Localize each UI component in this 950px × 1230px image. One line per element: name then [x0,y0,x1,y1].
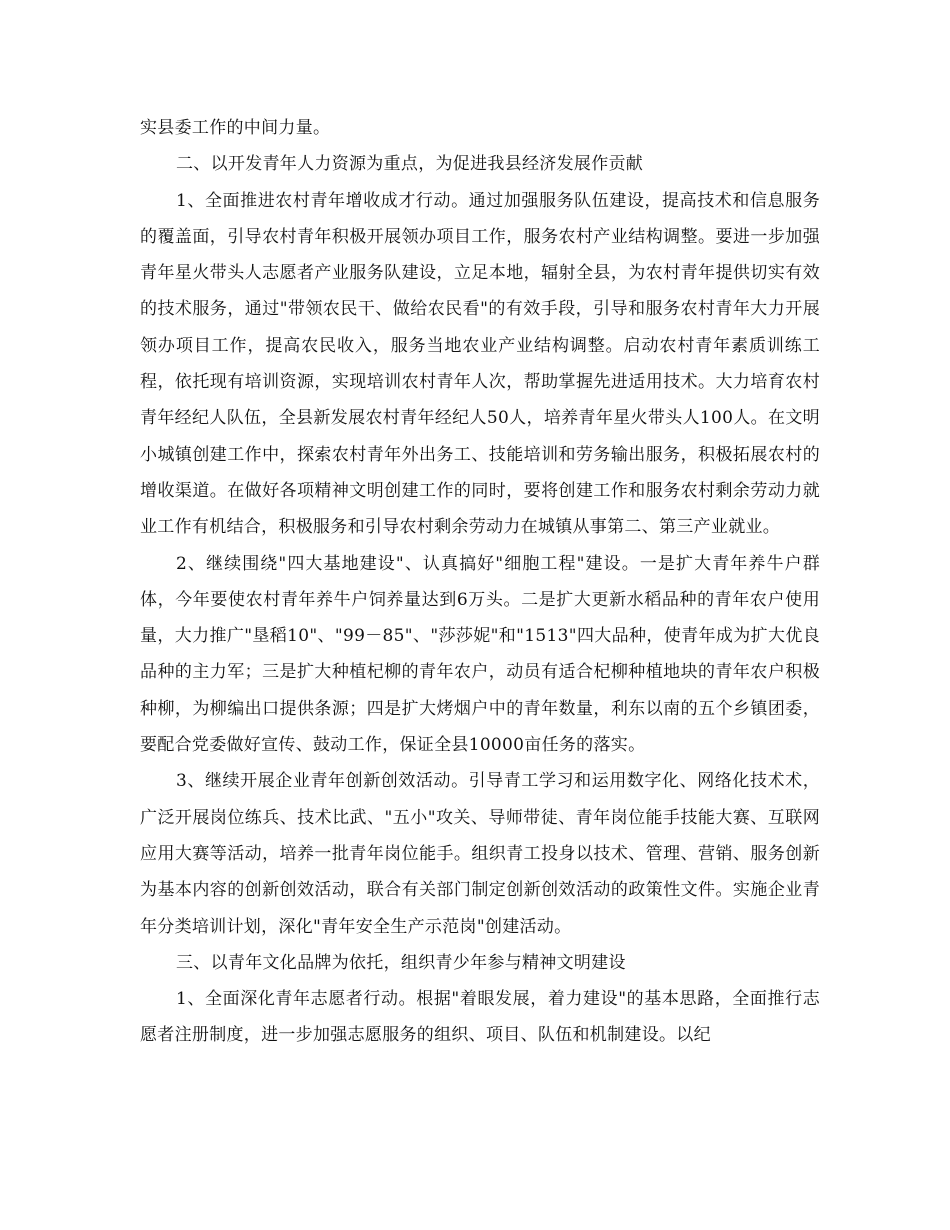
paragraph-continuation: 实县委工作的中间力量。 [140,118,331,138]
document-page [140,110,820,1054]
section-heading-3: 三、以青年文化品牌为依托，组织青少年参与精神文明建设 [176,952,626,973]
paragraph-item-2-2: 2、继续围绕"四大基地建设"、认真搞好"细胞工程"建设。一是扩大青年养牛户群体，今年要使农村青年养牛户饲养量达到6万头。二是扩大更新水稻品种的青年农户使用量，大力推广"垦稻10"、"99－85"、"莎莎妮"和"1513"四大品种，使青年成为扩大优良品种的主力军；三是扩大种植杞柳的青年农户，动员有适合杞柳种植地块的青年农户积极种柳，为柳编出口提供条源；四是扩大烤烟户中的青年数量，利东以南的五个乡镇团委，要配合党委做好宣传、鼓动工作，保证全县10000亩任务的落实。 [140,553,820,756]
paragraph-item-3-1: 1、全面深化青年志愿者行动。根据"着眼发展，着力建设"的基本思路，全面推行志愿者注册制度，进一步加强志愿服务的组织、项目、队伍和机制建设。以纪 [140,989,820,1046]
paragraph-item-2-1: 1、全面推进农村青年增收成才行动。通过加强服务队伍建设，提高技术和信息服务的覆盖面，引导农村青年积极开展领办项目工作，服务农村产业结构调整。要进一步加强青年星火带头人志愿者产业服务队建设，立足本地，辐射全县，为农村青年提供切实有效的技术服务，通过"带领农民干、做给农民看"的有效手段，引导和服务农村青年大力开展领办项目工作，提高农民收入，服务当地农业产业结构调整。启动农村青年素质训练工程，依托现有培训资源，实现培训农村青年人次，帮助掌握先进适用技术。大力培育农村青年经纪人队伍，全县新发展农村青年经纪人50人，培养青年星火带头人100人。在文明小城镇创建工作中，探索农村青年外出务工、技能培训和劳务输出服务，积极拓展农村的增收渠道。在做好各项精神文明创建工作的同时，要将创建工作和服务农村剩余劳动力就业工作有机结合，积极服务和引导农村剩余劳动力在城镇从事第二、第三产业就业。 [140,190,820,538]
paragraph-item-2-3: 3、继续开展企业青年创新创效活动。引导青工学习和运用数字化、网络化技术术，广泛开展岗位练兵、技术比武、"五小"攻关、导师带徒、青年岗位能手技能大赛、互联网应用大赛等活动，培养一批青年岗位能手。组织青工投身以技术、管理、营销、服务创新为基本内容的创新创效活动，联合有关部门制定创新创效活动的政策性文件。实施企业青年分类培训计划，深化"青年安全生产示范岗"创建活动。 [140,771,820,937]
section-heading-2: 二、以开发青年人力资源为重点，为促进我县经济发展作贡献 [176,154,644,175]
